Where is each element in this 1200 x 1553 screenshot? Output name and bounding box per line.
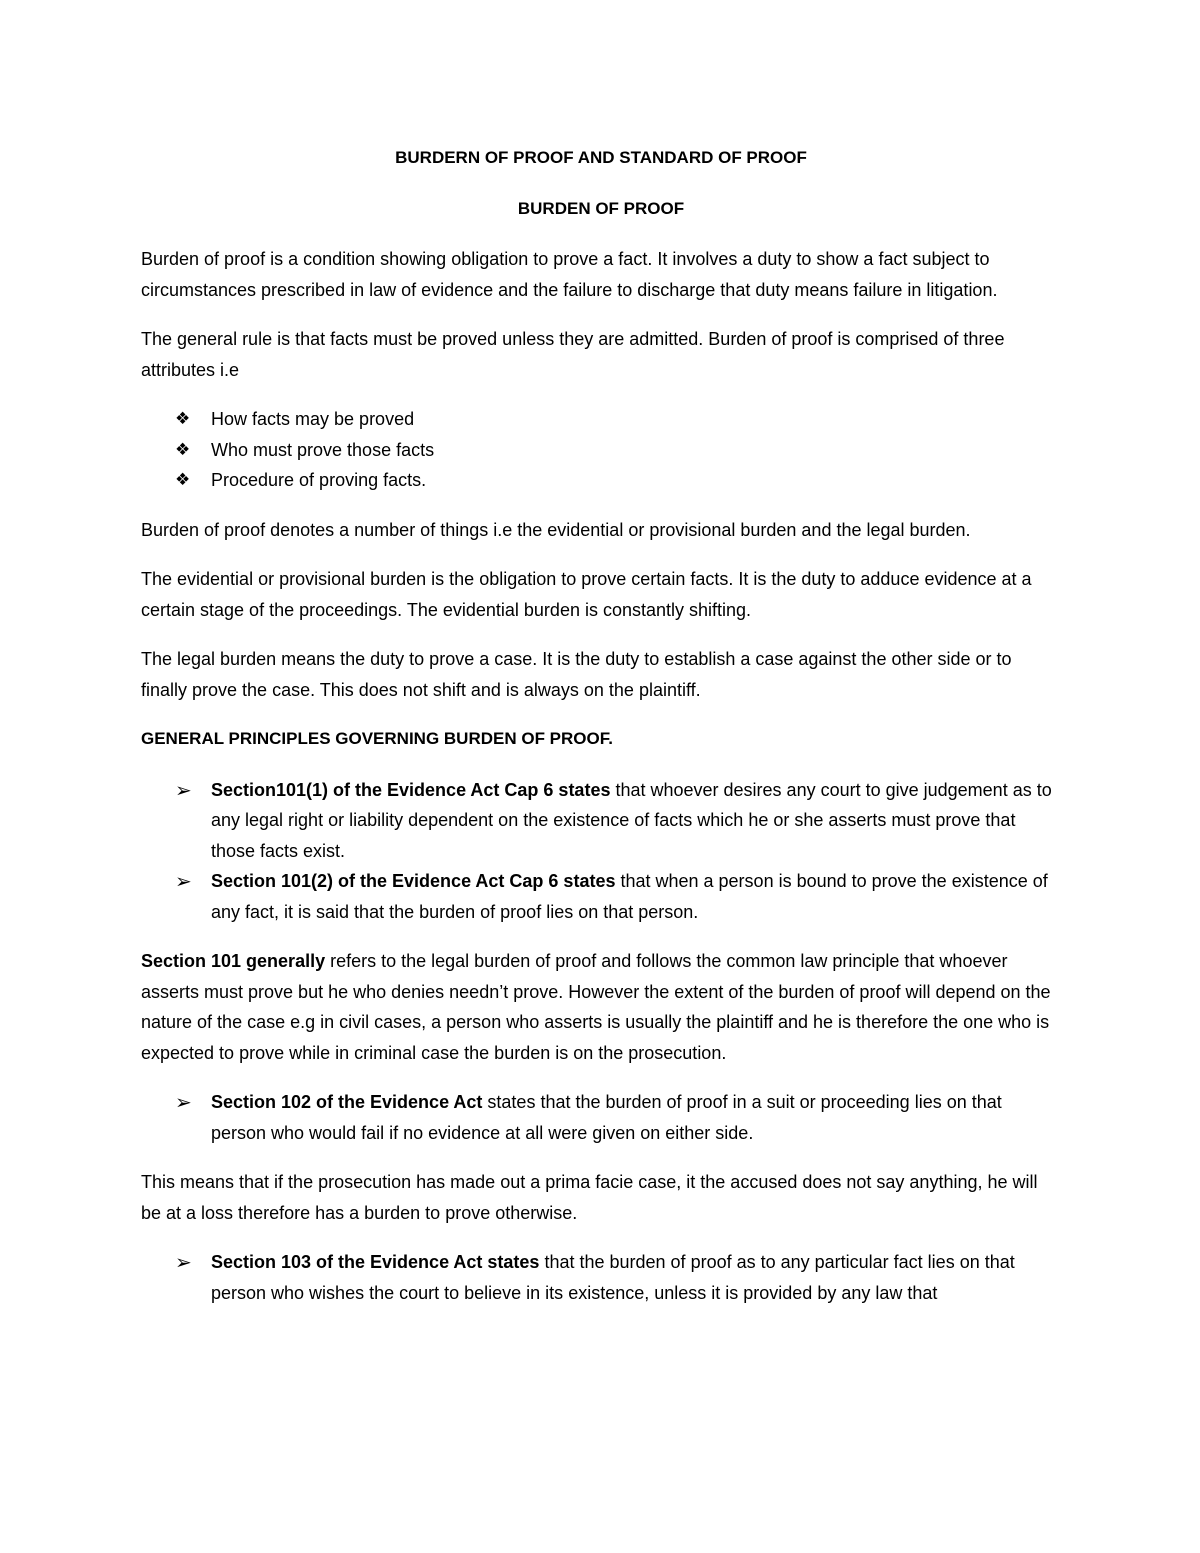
- principles-list: [141, 775, 1061, 928]
- paragraph-text: refers to the legal burden of proof and follows the common law principle that whoever asserts must prove but he who denies needn’t prove. However the extent of the burden of proof will depend on the nature of the case e.g in civil cases, a person who asserts is usually the plaintiff and he is therefore the one who is expected to prove while in criminal case the burden is on the prosecution.: [141, 951, 1051, 1063]
- list-item: [141, 1247, 1061, 1308]
- list-item: [141, 1087, 1061, 1148]
- arrowhead-bullet-icon: ➢: [175, 777, 192, 802]
- list-item-text: Procedure of proving facts.: [211, 470, 427, 490]
- paragraph: The general rule is that facts must be proved unless they are admitted. Burden of proof is comprised of three attributes i.e: [141, 329, 1005, 380]
- list-item: [141, 775, 1061, 867]
- paragraph: Burden of proof is a condition showing obligation to prove a fact. It involves a duty to show a fact subject to circumstances prescribed in law of evidence and the failure to discharge that duty means failure in litigation.: [141, 249, 998, 300]
- list-item-text: Who must prove those facts: [211, 439, 435, 460]
- section-reference: Section101(1) of the Evidence Act Cap 6 states: [211, 779, 611, 800]
- paragraph: This means that if the prosecution has made out a prima facie case, it the accused does not say anything, he will be at a loss therefore has a burden to prove otherwise.: [141, 1172, 1038, 1223]
- arrowhead-bullet-icon: ➢: [175, 1250, 192, 1274]
- list-item-text: states that the burden of proof in a suit or proceeding lies on that person who would fail if no evidence at all were given on either side.: [211, 1092, 1002, 1143]
- list-item: [141, 866, 1061, 927]
- document-body: [141, 143, 1061, 1327]
- section-title: BURDEN OF PROOF: [517, 198, 685, 218]
- paragraph: Burden of proof denotes a number of things i.e the evidential or provisional burden and the legal burden.: [141, 519, 971, 540]
- arrowhead-bullet-icon: ➢: [175, 1090, 192, 1114]
- section-reference: Section 102 of the Evidence Act: [211, 1092, 483, 1112]
- list-item-text: How facts may be proved: [211, 409, 415, 429]
- list-item-text: that the burden of proof as to any particular fact lies on that person who wishes the court to believe in its existence, unless it is provided by any law that: [211, 1252, 1015, 1303]
- section-reference: Section 101(2) of the Evidence Act Cap 6 states: [211, 871, 616, 891]
- paragraph: The legal burden means the duty to prove a case. It is the duty to establish a case against the other side or to finally prove the case. This does not shift and is always on the plaintiff.: [141, 649, 1012, 700]
- list-item-text: that whoever desires any court to give judgement as to any legal right or liability dependent on the existence of facts which he or she asserts must prove that those facts exist.: [211, 779, 1052, 861]
- paragraph: The evidential or provisional burden is the obligation to prove certain facts. It is the duty to adduce evidence at a certain stage of the proceedings. The evidential burden is constantly shifting.: [141, 569, 1032, 620]
- list-item: [141, 465, 1061, 496]
- principles-heading: GENERAL PRINCIPLES GOVERNING BURDEN OF PROOF.: [141, 729, 613, 748]
- document-title: BURDERN OF PROOF AND STANDARD OF PROOF: [395, 148, 807, 167]
- diamond-bullet-icon: ❖: [175, 470, 191, 490]
- section-reference: Section 103 of the Evidence Act states: [211, 1252, 540, 1272]
- arrowhead-bullet-icon: ➢: [175, 869, 192, 893]
- principles-list: [141, 1087, 1061, 1148]
- diamond-bullet-icon: ❖: [175, 409, 191, 429]
- principles-list: [141, 1247, 1061, 1308]
- paragraph: [141, 946, 1061, 1068]
- list-item: [141, 404, 1061, 435]
- diamond-bullet-icon: ❖: [175, 439, 191, 460]
- list-item-text: that when a person is bound to prove the existence of any fact, it is said that the burden of proof lies on that person.: [211, 871, 1048, 922]
- attributes-list: [141, 404, 1061, 496]
- section-reference: Section 101 generally: [141, 951, 326, 971]
- list-item: [141, 435, 1061, 466]
